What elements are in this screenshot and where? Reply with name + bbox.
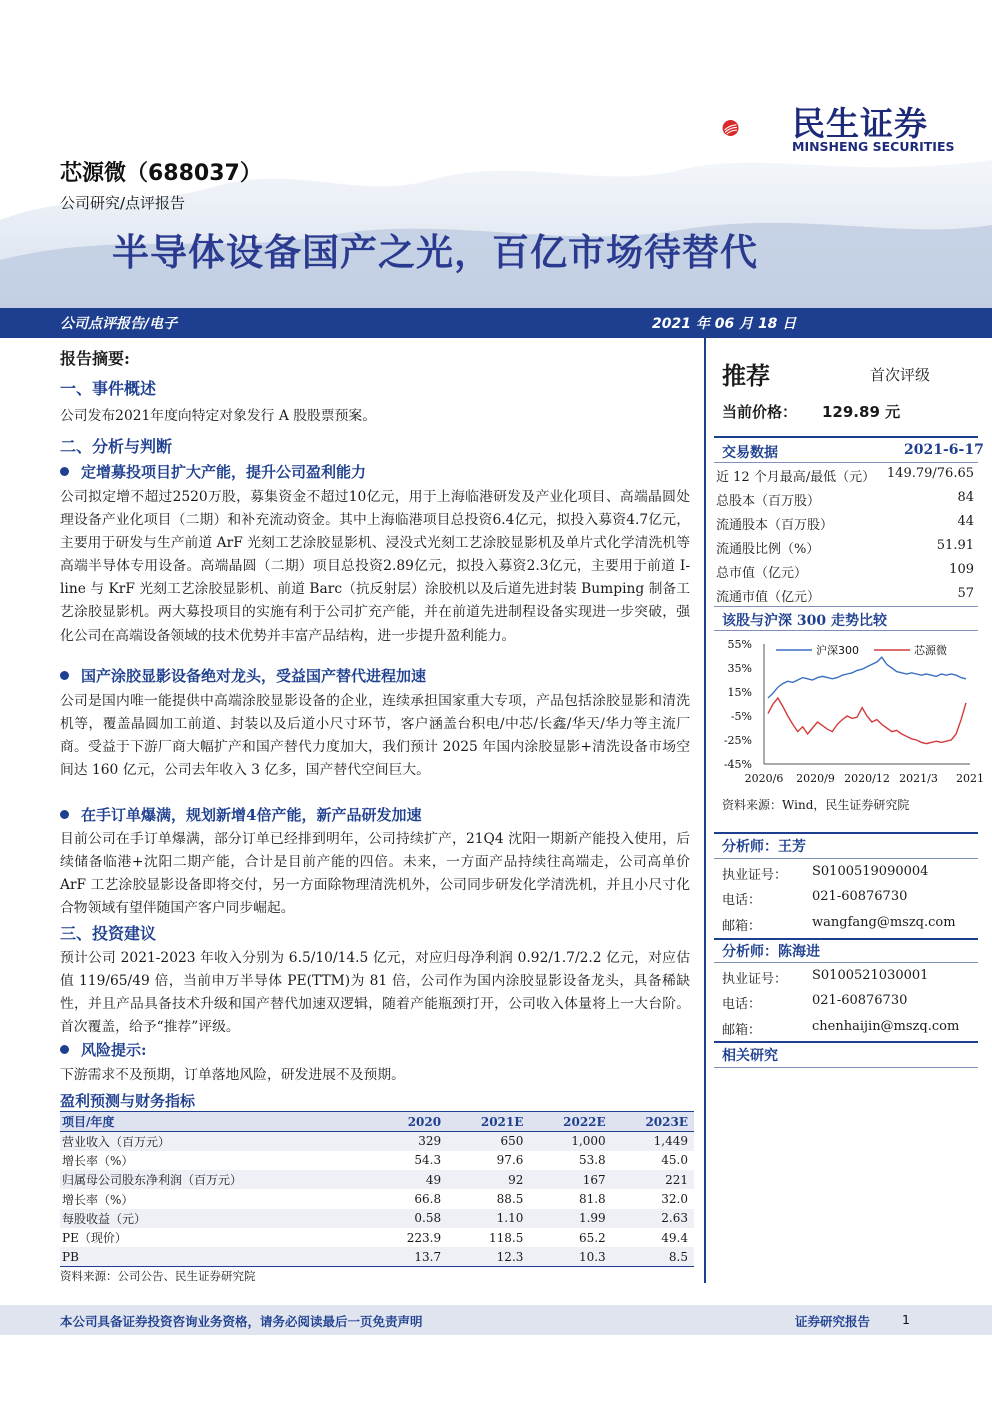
table-cell: 8.5 — [612, 1247, 694, 1266]
trade-row: 总股本（百万股） 84 — [716, 490, 974, 509]
x-tick-label: 2020/12 — [844, 772, 890, 785]
report-category: 公司点评报告/电子 — [60, 316, 178, 332]
chart-title: 该股与沪深 300 走势比较 — [722, 613, 887, 629]
table-cell: 1,449 — [612, 1132, 694, 1151]
legend-label: 芯源微 — [914, 644, 947, 657]
y-tick-label: 15% — [727, 686, 752, 699]
current-price: 129.89 元 — [822, 403, 901, 421]
table-cell: 49.4 — [661, 1230, 688, 1245]
page-number: 1 — [902, 1312, 910, 1327]
trade-data-date: 2021-6-17 — [904, 442, 984, 458]
y-tick-label: 55% — [727, 638, 752, 651]
trend-chart — [714, 634, 984, 790]
row-label: 归属母公司股东净利润（百万元） — [60, 1170, 379, 1189]
table-cell: 10.3 — [529, 1247, 611, 1266]
table-row — [60, 1247, 694, 1266]
trade-data-title: 交易数据 — [722, 445, 778, 461]
col-header: 2021E — [447, 1112, 529, 1132]
row-label: PE（现价） — [62, 1231, 127, 1246]
report-type: 公司研究/点评报告 — [60, 194, 186, 212]
table-cell: 167 — [529, 1170, 611, 1189]
table-cell: 81.8 — [578, 1192, 606, 1207]
x-tick-label: 2021/3 — [899, 772, 938, 785]
table-cell: 2.63 — [612, 1209, 694, 1228]
financial-table-title: 盈利预测与财务指标 — [60, 1092, 196, 1110]
section-event-text: 公司发布2021年度向特定对象发行 A 股股票预案。 — [60, 408, 376, 424]
x-tick-label: 2020/6 — [744, 772, 784, 785]
bullet-3-text: 目前公司在手订单爆满，部分订单已经排到明年，公司持续扩产，21Q4 沈阳一期新产能投入使用，后续储备临港+沈阳二期产能，合计是目前产能的四倍。未来，一方面产品持续往高端走，公司高单价 ArF 工艺涂胶显影设备即将交付，另一方面除物理清洗机外，公司同步研发化学清洗机，并且小尺寸化合物领域有望伴随国产客户同步崛起。 — [60, 831, 690, 917]
bullet-dot-icon — [60, 1045, 69, 1054]
footer-disclaimer: 本公司具备证券投资咨询业务资格，请务必阅读最后一页免责声明 — [60, 1314, 423, 1329]
logo-text-en: MINSHENG SECURITIES — [792, 139, 955, 154]
table-cell: 221 — [612, 1170, 694, 1189]
section-invest-text: 预计公司 2021-2023 年收入分别为 6.5/10/14.5 亿元，对应归母净利润 0.92/1.7/2.2 亿元，对应估值 119/65/49 倍，当前申万半导体 PE(TTM)为 81 倍，公司作为国内涂胶显影设备龙头，具备稀缺性，并且产品具备技术升级和国产替代加速双逻辑，随着产能瓶颈打开，公司收入体量将上一大台阶。首次覆盖，给予“推荐”评级。 — [60, 950, 690, 1036]
analyst-2-title: 分析师：陈海进 — [722, 944, 820, 960]
report-title: 半导体设备国产之光，百亿市场待替代 — [112, 231, 758, 274]
bullet-2-text: 公司是国内唯一能提供中高端涂胶显影设备的企业，连续承担国家重大专项，产品包括涂胶显影和清洗机等，覆盖晶圆加工前道、封装以及后道小尺寸环节，客户涵盖台积电/中芯/长鑫/华天/华力等主流厂商。受益于下游厂商大幅扩产和国产替代力度加大，我们预计 2025 年国内涂胶显影+清洗设备市场空间达 160 亿元，公司去年收入 3 亿多，国产替代空间巨大。 — [60, 693, 690, 779]
table-cell: 65.2 — [578, 1230, 606, 1245]
row-label: 营业收入（百万元） — [60, 1132, 379, 1151]
table-cell: 0.58 — [379, 1209, 447, 1228]
table-cell: 88.5 — [496, 1192, 524, 1207]
risk-title: 风险提示: — [60, 1039, 147, 1060]
footer-report-label: 证券研究报告 — [795, 1314, 871, 1329]
table-cell: 53.8 — [578, 1153, 606, 1168]
rating-note: 首次评级 — [870, 366, 931, 384]
table-header-row — [60, 1112, 694, 1132]
trade-row: 总市值（亿元） 109 — [716, 562, 974, 581]
minsheng-logo-icon — [722, 96, 786, 160]
summary-heading: 报告摘要: — [60, 349, 130, 368]
table-cell: 97.6 — [496, 1153, 524, 1168]
price-label: 当前价格： — [722, 403, 798, 421]
logo-text-cn: 民生证券 — [792, 104, 928, 143]
table-cell: 49 — [379, 1170, 447, 1189]
table-cell: 45.0 — [661, 1153, 688, 1168]
analyst-1-phone: 021-60876730 — [812, 889, 908, 904]
financial-table — [60, 1111, 694, 1267]
rating: 推荐 — [722, 362, 770, 390]
row-label: PB — [60, 1247, 379, 1266]
table-row — [60, 1209, 694, 1228]
table-row — [60, 1151, 694, 1170]
trade-row: 近 12 个月最高/最低（元） 149.79/76.65 — [716, 466, 974, 485]
bullet-dot-icon — [60, 467, 69, 476]
analyst-2-phone: 021-60876730 — [812, 993, 908, 1008]
sidebar-rule — [714, 832, 978, 834]
col-header: 2020 — [379, 1112, 447, 1132]
table-row — [60, 1132, 694, 1151]
analyst-1-license: S0100519090004 — [812, 864, 929, 879]
company-name: 芯源微（688037） — [60, 161, 262, 186]
bullet-1-title: 定增募投项目扩大产能，提升公司盈利能力 — [60, 461, 366, 482]
table-cell: 13.7 — [379, 1247, 447, 1266]
x-tick-label: 2020/9 — [796, 772, 835, 785]
table-cell: 1,000 — [529, 1132, 611, 1151]
sidebar-rule — [714, 606, 978, 607]
table-cell: 223.9 — [406, 1230, 442, 1245]
table-cell: 118.5 — [489, 1230, 524, 1245]
table-row — [60, 1228, 694, 1247]
sidebar-rule — [714, 858, 978, 859]
section-invest-title: 三、投资建议 — [60, 924, 157, 943]
bullet-2-title: 国产涂胶显影设备绝对龙头，受益国产替代进程加速 — [60, 665, 426, 686]
trade-row: 流通市值（亿元） 57 — [716, 586, 974, 605]
analyst-2-email[interactable]: chenhaijin@mszq.com — [812, 1019, 960, 1034]
sidebar-rule — [714, 436, 978, 438]
section-analysis-title: 二、分析与判断 — [60, 437, 173, 456]
table-cell: 1.99 — [529, 1209, 611, 1228]
y-tick-label: -45% — [723, 758, 752, 771]
y-tick-label: -5% — [730, 710, 752, 723]
series-line-hs300 — [768, 657, 966, 698]
sidebar-rule — [714, 938, 978, 940]
analyst-1-label: 执业证号： — [722, 868, 788, 883]
table-cell: 32.0 — [661, 1192, 688, 1207]
table-cell: 329 — [379, 1132, 447, 1151]
table-cell: 92 — [447, 1170, 529, 1189]
risk-text: 下游需求不及预期，订单落地风险，研发进展不及预期。 — [60, 1067, 405, 1083]
sidebar-rule — [714, 1067, 978, 1068]
col-header: 2023E — [612, 1112, 694, 1132]
report-date: 2021 年 06 月 18 日 — [652, 316, 797, 332]
y-tick-label: 35% — [727, 662, 752, 675]
legend-label: 沪深300 — [816, 644, 859, 657]
bullet-dot-icon — [60, 810, 69, 819]
analyst-1-label: 邮箱： — [722, 919, 762, 934]
table-cell: 650 — [447, 1132, 529, 1151]
col-header: 项目/年度 — [60, 1112, 379, 1132]
column-divider — [704, 338, 706, 1283]
analyst-2-label: 电话： — [722, 997, 762, 1012]
bullet-dot-icon — [60, 671, 69, 680]
table-cell: 66.8 — [414, 1192, 442, 1207]
y-tick-label: -25% — [723, 734, 752, 747]
chart-source: 资料来源：Wind，民生证券研究院 — [722, 798, 910, 812]
table-cell: 54.3 — [414, 1153, 442, 1168]
related-research-title: 相关研究 — [722, 1048, 778, 1064]
section-event-title: 一、事件概述 — [60, 379, 157, 398]
analyst-2-label: 邮箱： — [722, 1023, 762, 1038]
trade-row: 流通股本（百万股） 44 — [716, 514, 974, 533]
bullet-1-text: 公司拟定增不超过2520万股，募集资金不超过10亿元，用于上海临港研发及产业化项目、高端晶圆处理设备产业化项目（二期）和补充流动资金。其中上海临港项目总投资6.4亿元，拟投入募资4.7亿元，主要用于研发与生产前道 ArF 光刻工艺涂胶显影机、浸没式光刻工艺涂胶显影机及单片式化学清洗机等高端半导体专用设备。高端晶圆（二期）项目总投资2.89亿元，拟投入募资2.3亿元，主要用于前道 I-line 与 KrF 光刻工艺涂胶显影机、前道 Barc（抗反射层）涂胶机以及后道先进封装 Bumping 制备工艺涂胶显影机。两大募投项目的实施有利于公司扩充产能，并在前道先进制程设备实现进一步突破，强化公司在高端设备领域的技术优势并丰富产品结构，进一步提升盈利能力。 — [60, 489, 690, 644]
table-source: 资料来源：公司公告、民生证券研究院 — [60, 1269, 256, 1283]
x-tick-label: 2021 — [956, 772, 984, 785]
sidebar-rule — [714, 962, 978, 963]
analyst-1-title: 分析师：王芳 — [722, 839, 806, 855]
analyst-1-email[interactable]: wangfang@mszq.com — [812, 915, 956, 930]
table-cell: 1.10 — [447, 1209, 529, 1228]
table-cell: 12.3 — [447, 1247, 529, 1266]
trade-row: 流通股比例（%） 51.91 — [716, 538, 974, 557]
analyst-2-label: 执业证号： — [722, 972, 788, 987]
series-line-stock — [768, 698, 966, 744]
row-label: 增长率（%） — [62, 1192, 134, 1207]
row-label: 增长率（%） — [62, 1153, 134, 1168]
table-row — [60, 1189, 694, 1208]
sidebar-rule — [714, 630, 978, 631]
sidebar-rule — [714, 462, 978, 463]
row-label: 每股收益（元） — [60, 1209, 379, 1228]
col-header: 2022E — [529, 1112, 611, 1132]
analyst-1-label: 电话： — [722, 893, 762, 908]
sidebar-rule — [714, 1041, 978, 1043]
analyst-2-license: S0100521030001 — [812, 968, 929, 983]
table-row — [60, 1170, 694, 1189]
bullet-3-title: 在手订单爆满，规划新增4倍产能，新产品研发加速 — [60, 804, 421, 825]
